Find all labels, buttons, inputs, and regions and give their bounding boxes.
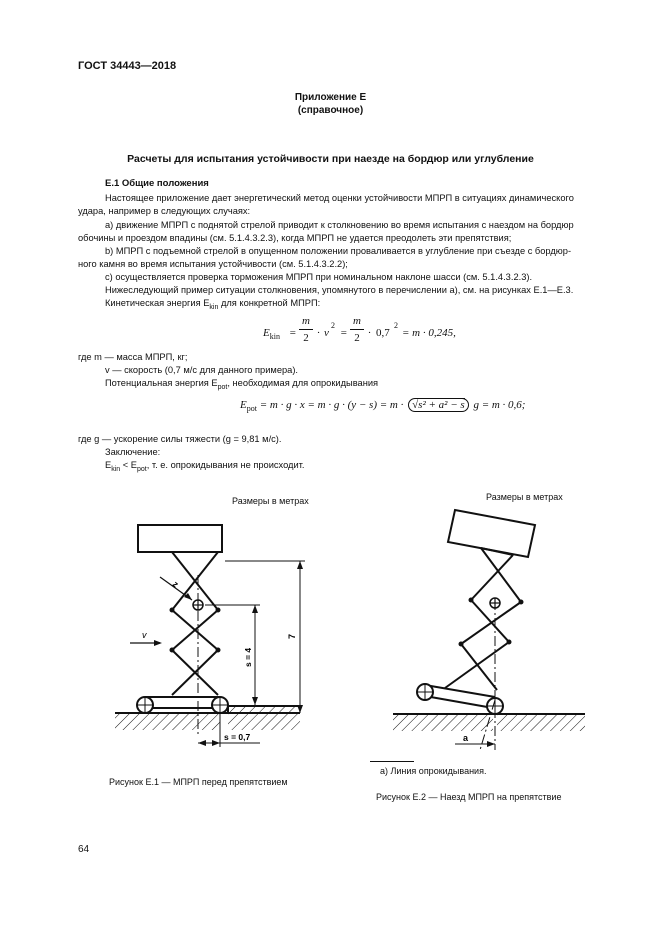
figure2-dims-label: Размеры в метрах (486, 492, 563, 502)
conclusion-result: $E_{kin} < E_{pot}$, т. е. опрокидывания не происходит. (105, 460, 305, 473)
eq2-root-group: √s² + a² − s (408, 398, 469, 412)
page-number: 64 (78, 844, 90, 855)
document-header: ГОСТ 34443—2018 (78, 60, 177, 72)
eq2-lhs: $E_{pot}$ (240, 399, 257, 414)
chassis-tilted (425, 685, 495, 697)
figure1-dims-label: Размеры в метрах (232, 496, 309, 506)
potential-intro: Потенциальная энергия $E_{pot}$, необходимая для опрокидывания (105, 378, 379, 391)
figure2-caption: Рисунок Е.2 — Наезд МПРП на препятствие (376, 792, 562, 802)
paragraph-line: удара, например в следующих случаях: (78, 206, 251, 216)
paragraph-line: Настоящее приложение дает энергетический метод оценки устойчивости МПРП в ситуациях динамического (105, 193, 574, 203)
scissor-arms (172, 552, 218, 695)
scissor-arms-tilted (445, 548, 521, 690)
where-m: где m — масса МПРП, кг; (78, 352, 188, 362)
footnote-rule (370, 761, 414, 762)
equation-potential (240, 398, 525, 413)
eq-result: = m · 0,245, (402, 327, 456, 339)
appendix-title (0, 91, 661, 117)
eq-frac-num: m (302, 315, 310, 327)
curb-hatch (228, 706, 300, 730)
eq-frac-den: 2 (303, 332, 309, 344)
ground-hatch-left (115, 714, 220, 730)
eq-frac-den2: 2 (354, 332, 360, 344)
paragraph-line: c) осуществляется проверка торможения МПРП при номинальном наклоне шасси (см. 5.1.4.3.2.3). (105, 272, 533, 282)
eq-frac-num2: m (353, 315, 361, 327)
section-heading: Е.1 Общие положения (105, 178, 209, 189)
where-g: где g — ускорение силы тяжести (g = 9,81 м/с). (78, 434, 282, 444)
eq2-part2: g = m · 0,6; (473, 399, 526, 411)
label-7: 7 (287, 633, 297, 639)
label-s07: s = 0,7 (224, 732, 251, 742)
appendix-subtitle: (справочное) (297, 105, 364, 116)
paragraph-line: Нижеследующий пример ситуации столкновения, упомянутого в перечислении а), см. на рисунках Е.1—Е.3. (105, 285, 574, 295)
paragraph-line: а) движение МПРП с поднятой стрелой приводит к столкновению во время испытания с наездом на бордюр (105, 220, 574, 230)
main-title: Расчеты для испытания устойчивости при наезде на бордюр или углубление (127, 153, 534, 165)
eq-lhs: $E_{kin}$ (263, 327, 280, 342)
subscript: kin (209, 303, 219, 311)
paragraph-line: ного камня во время испытания устойчивости (см. 5.1.4.3.2.2); (78, 259, 348, 269)
appendix-title-line: Приложение Е (294, 92, 367, 103)
eq-sq: 2 (331, 321, 335, 330)
conclusion-label: Заключение: (105, 447, 161, 457)
kinetic-energy-intro (105, 297, 320, 314)
figure2-drawing (385, 500, 595, 755)
platform (138, 525, 222, 552)
figure2-footnote: а) Линия опрокидывания. (380, 766, 487, 776)
label-a: a (463, 733, 469, 743)
ground-hatch-2 (393, 715, 493, 731)
paragraph-line: обочины и проездом впадины (см. 5.1.4.3.2.3), когда МПРП не удается преодолеть эти препятствия; (78, 233, 512, 243)
where-v: v — скорость (0,7 м/с для данного примера). (105, 365, 299, 375)
eq-v: v (324, 327, 329, 339)
paragraph-line: b) МПРП с подъемной стрелой в опущенном положении проваливается в углубление при съезде с бордюр- (105, 246, 572, 256)
paragraph-text: Кинетическая энергия E (105, 298, 210, 308)
label-s4: s = 4 (243, 647, 253, 667)
eq-value: 0,7 (376, 327, 390, 339)
label-z: z (170, 578, 181, 590)
eq-sq2: 2 (394, 321, 398, 330)
figure1-caption: Рисунок Е.1 — МПРП перед препятствием (109, 777, 288, 787)
paragraph-text: для конкретной МПРП: (218, 298, 321, 308)
eq2-part1: = m · g · x = m · g · (y − s) = m · (259, 399, 404, 411)
label-v: v (142, 630, 147, 640)
figure1-drawing (100, 515, 330, 755)
